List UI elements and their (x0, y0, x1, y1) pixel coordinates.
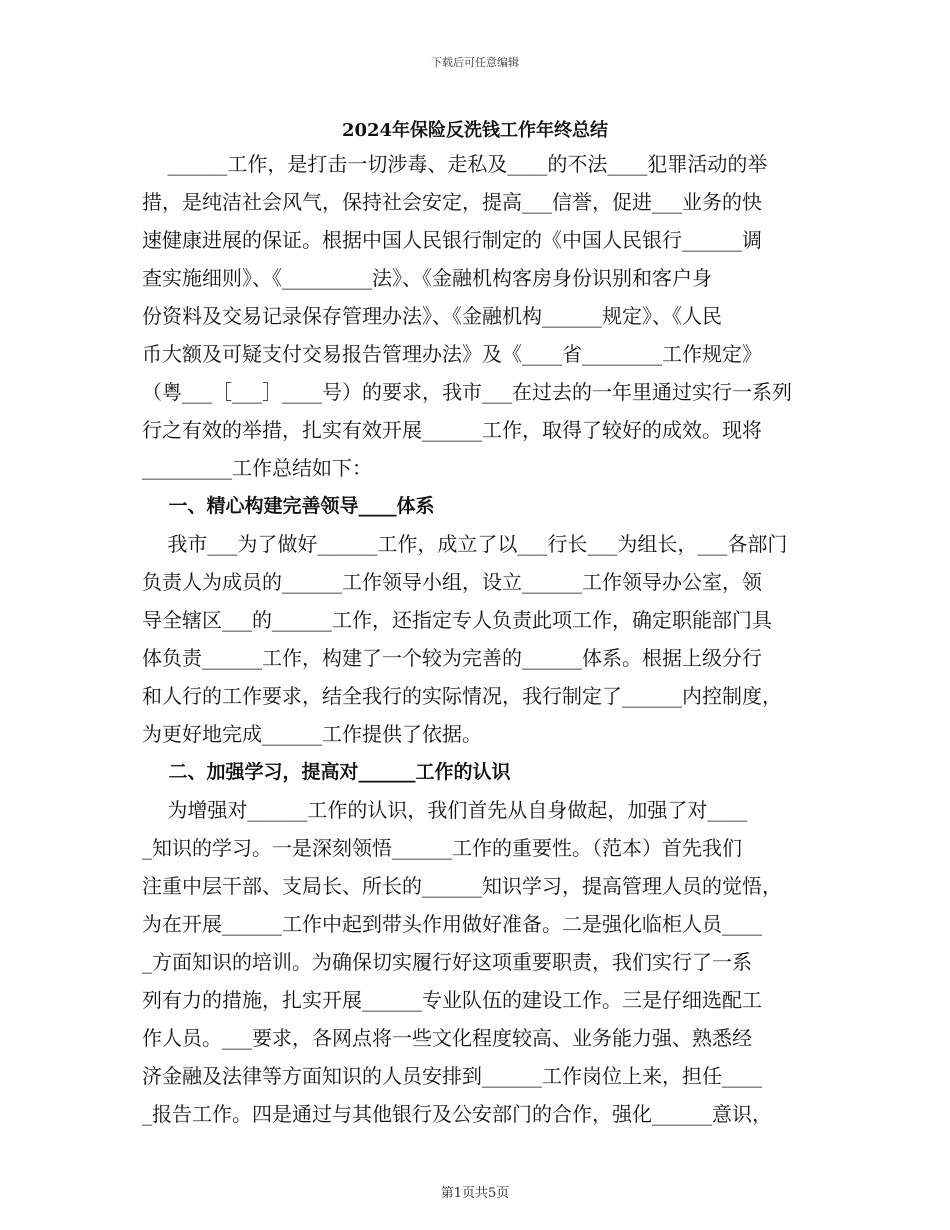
paragraph-line: 列有力的措施，扎实开展______专业队伍的建设工作。三是仔细选配工 (142, 988, 762, 1012)
page-number: 第1页共5页 (440, 1186, 510, 1201)
document-body (142, 145, 810, 1133)
section-heading: 一、精心构建完善领导____体系 (142, 495, 435, 517)
paragraph-line: _报告工作。四是通过与其他银行及公安部门的合作，强化______意识， (142, 1102, 772, 1126)
document-title: 2024年保险反洗钱工作年终总结 (341, 120, 609, 141)
paragraph-line: 份资料及交易记录保存管理办法》、《金融机构______规定》、《人民 (142, 304, 722, 328)
header-note: 下载后可任意编辑 (431, 56, 519, 69)
paragraph-line: _方面知识的培训。为确保切实履行好这项重要职责，我们实行了一系 (142, 950, 752, 974)
paragraph-line: 查实施细则》、《_________法》、《金融机构客房身份识别和客户身 (142, 266, 712, 290)
paragraph-line: 导全辖区___的______工作，还指定专人负责此项工作，确定职能部门具 (142, 608, 772, 632)
paragraph-line: 为更好地完成______工作提供了依据。 (142, 722, 482, 746)
paragraph-line: 币大额及可疑支付交易报告管理办法》及《____省________工作规定》 (142, 342, 762, 366)
paragraph-line: 措，是纯洁社会风气，保持社会安定，提高___信誉，促进___业务的快 (142, 190, 762, 214)
paragraph-line: 和人行的工作要求，结全我行的实际情况，我行制定了______内控制度， (142, 684, 782, 708)
section-heading: 二、加强学习，提高对______工作的认识 (142, 761, 511, 783)
paragraph-line: 注重中层干部、支局长、所长的______知识学习，提高管理人员的觉悟， (142, 874, 782, 898)
paragraph-line: _知识的学习。一是深刻领悟______工作的重要性。（范本）首先我们 (142, 836, 742, 860)
paragraph-line: 负责人为成员的______工作领导小组，设立______工作领导办公室，领 (142, 570, 762, 594)
paragraph-line: 为增强对______工作的认识，我们首先从自身做起，加强了对____ (142, 798, 748, 822)
paragraph-line: （粤___［___］____号）的要求，我市___在过去的一年里通过实行一系列 (142, 380, 792, 404)
paragraph-line: 速健康进展的保证。根据中国人民银行制定的《中国人民银行______调 (142, 228, 762, 252)
paragraph-line: 作人员。___要求，各网点将一些文化程度较高、业务能力强、熟悉经 (142, 1026, 752, 1050)
paragraph-line: ______工作，是打击一切涉毒、走私及____的不法____犯罪活动的举 (142, 152, 768, 176)
paragraph-line: 我市___为了做好______工作，成立了以___行长___为组长，___各部门 (142, 532, 788, 556)
paragraph-line: 体负责______工作，构建了一个较为完善的______体系。根据上级分行 (142, 646, 762, 670)
paragraph-line: _________工作总结如下： (142, 456, 372, 480)
paragraph-line: 行之有效的举措，扎实有效开展______工作，取得了较好的成效。现将 (142, 418, 762, 442)
paragraph-line: 济金融及法律等方面知识的人员安排到______工作岗位上来，担任____ (142, 1064, 762, 1088)
paragraph-line: 为在开展______工作中起到带头作用做好准备。二是强化临柜人员____ (142, 912, 762, 936)
